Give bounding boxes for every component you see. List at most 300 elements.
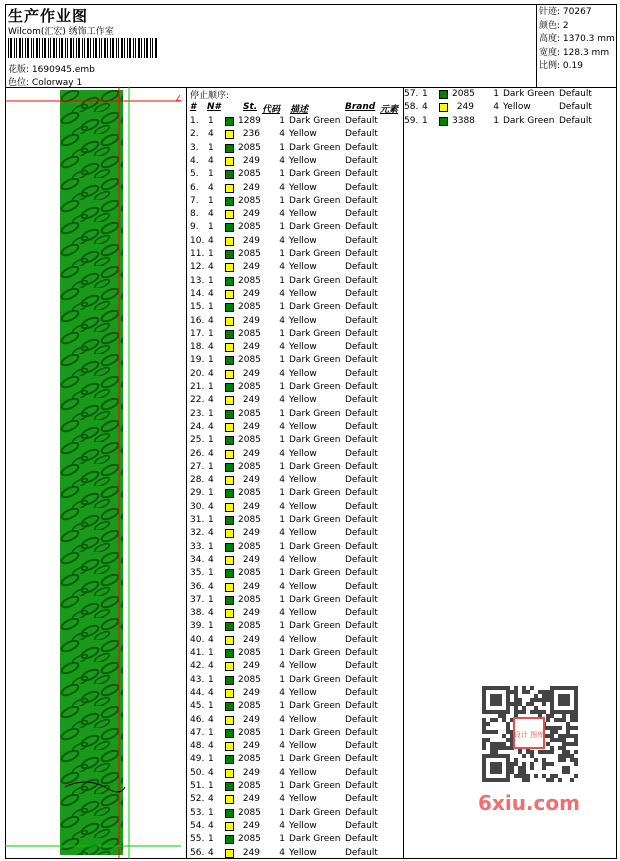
color-swatch — [225, 822, 234, 831]
barcode-bar — [19, 38, 21, 58]
stop-row — [190, 620, 405, 633]
barcode-bar — [14, 38, 15, 58]
needle-number: 4 — [208, 235, 214, 246]
needle-number: 1 — [208, 568, 214, 579]
qr-module — [502, 686, 506, 690]
qr-module — [546, 714, 550, 718]
stop-row — [190, 221, 405, 234]
qr-module — [482, 694, 486, 698]
color-description: Yellow — [289, 634, 317, 645]
qr-module — [482, 698, 486, 702]
qr-module — [490, 702, 494, 706]
qr-module — [534, 698, 538, 702]
qr-module — [510, 770, 514, 774]
color-swatch — [225, 436, 234, 445]
stop-row — [190, 514, 405, 527]
qr-module — [490, 766, 494, 770]
needle-number: 1 — [208, 488, 214, 499]
qr-module — [542, 766, 546, 770]
qr-module — [482, 710, 486, 714]
color-code: 4 — [279, 448, 285, 459]
stop-number: 35. — [190, 568, 205, 579]
qr-module — [494, 702, 498, 706]
qr-module — [550, 726, 554, 730]
qr-module — [482, 766, 486, 770]
qr-module — [498, 710, 502, 714]
barcode-bar — [101, 38, 102, 58]
thread-brand: Default — [345, 594, 378, 605]
needle-number: 4 — [208, 288, 214, 299]
qr-module — [550, 714, 554, 718]
qr-module — [506, 710, 510, 714]
qr-module — [566, 734, 570, 738]
stop-number: 27. — [190, 461, 205, 472]
qr-module — [510, 690, 514, 694]
thread-brand: Default — [345, 195, 378, 206]
stop-sequence-title: 停止顺序: — [190, 91, 230, 101]
color-code: 4 — [279, 368, 285, 379]
needle-number: 1 — [422, 89, 428, 99]
barcode-bar — [67, 38, 68, 58]
color-description: Yellow — [289, 475, 317, 486]
needle-number: 1 — [208, 674, 214, 685]
qr-module — [506, 690, 510, 694]
color-code: 1 — [279, 834, 285, 845]
barcode-bar — [118, 38, 119, 58]
color-code: 4 — [279, 182, 285, 193]
barcode-bar — [8, 38, 9, 58]
stop-number: 22. — [190, 395, 205, 406]
qr-module — [506, 770, 510, 774]
qr-module — [498, 698, 502, 702]
qr-module — [566, 694, 570, 698]
stitch-count: 2085 — [238, 488, 261, 499]
color-description: Yellow — [289, 288, 317, 299]
color-description: Dark Green — [289, 195, 341, 206]
thread-brand: Default — [345, 421, 378, 432]
qr-module — [506, 730, 510, 734]
qr-module — [558, 726, 562, 730]
qr-module — [498, 766, 502, 770]
needle-number: 4 — [208, 421, 214, 432]
color-code: 4 — [279, 315, 285, 326]
color-code: 4 — [279, 634, 285, 645]
color-description: Dark Green — [289, 169, 341, 180]
stat-scale: 比例: 0.19 — [539, 61, 583, 71]
stitch-count: 2085 — [238, 674, 261, 685]
qr-module — [518, 770, 522, 774]
qr-module — [542, 694, 546, 698]
needle-number: 4 — [208, 714, 214, 725]
qr-module — [574, 702, 578, 706]
color-code: 1 — [279, 302, 285, 313]
color-description: Dark Green — [289, 408, 341, 419]
stitch-count: 2085 — [238, 781, 261, 791]
col-head-brand: Brand — [345, 102, 376, 112]
qr-module — [522, 774, 526, 778]
qr-module — [482, 778, 486, 782]
qr-module — [482, 686, 486, 690]
thread-brand: Default — [345, 727, 378, 738]
thread-brand: Default — [345, 288, 378, 299]
barcode-bar — [90, 38, 91, 58]
qr-module — [506, 762, 510, 766]
stitch-count: 249 — [242, 421, 260, 432]
qr-module — [554, 730, 558, 734]
stop-row — [190, 341, 405, 354]
color-description: Dark Green — [289, 834, 341, 845]
qr-module — [506, 686, 510, 690]
needle-number: 1 — [208, 116, 214, 126]
barcode-bar — [133, 38, 134, 58]
stop-number: 37. — [190, 594, 205, 605]
qr-module — [570, 710, 574, 714]
color-description: Yellow — [289, 209, 317, 220]
stitch-count: 2085 — [238, 382, 261, 392]
needle-number: 1 — [208, 169, 214, 180]
col-head-code: 代码 — [262, 105, 281, 115]
qr-module — [506, 754, 510, 758]
stop-number: 58. — [404, 102, 419, 113]
qr-watermark — [470, 680, 588, 822]
thread-brand: Default — [345, 754, 378, 765]
barcode-bar — [53, 38, 55, 58]
qr-module — [522, 770, 526, 774]
barcode-bar — [129, 38, 131, 58]
qr-module — [510, 766, 514, 770]
stitch-count: 249 — [242, 794, 260, 805]
qr-module — [550, 698, 554, 702]
qr-module — [518, 698, 522, 702]
qr-module — [486, 710, 490, 714]
color-code: 4 — [279, 342, 285, 353]
stitch-count: 2085 — [238, 568, 261, 579]
stop-row — [190, 634, 405, 647]
barcode-bar — [76, 38, 77, 58]
qr-module — [486, 778, 490, 782]
color-swatch — [225, 223, 234, 232]
needle-number: 4 — [208, 847, 214, 858]
color-code: 4 — [279, 847, 285, 858]
color-code: 4 — [279, 554, 285, 565]
color-code: 4 — [493, 102, 499, 113]
qr-module — [550, 686, 554, 690]
stop-row — [190, 142, 405, 155]
stop-row — [190, 168, 405, 181]
needle-number: 4 — [208, 501, 214, 512]
qr-module — [498, 754, 502, 758]
qr-module — [562, 766, 566, 770]
qr-module — [494, 778, 498, 782]
stop-number: 41. — [190, 648, 205, 658]
barcode-bar — [152, 38, 153, 58]
qr-module — [518, 702, 522, 706]
color-swatch — [225, 370, 234, 379]
qr-module — [562, 770, 566, 774]
stop-number: 14. — [190, 288, 205, 299]
qr-module — [482, 730, 486, 734]
thread-brand: Default — [345, 634, 378, 645]
stitch-count: 2085 — [238, 328, 261, 339]
qr-module — [550, 778, 554, 782]
stop-row — [190, 727, 405, 740]
color-code: 1 — [493, 89, 499, 99]
stitch-count: 2085 — [238, 169, 261, 180]
needle-number: 4 — [208, 741, 214, 752]
qr-module — [574, 706, 578, 710]
stop-number: 38. — [190, 608, 205, 619]
qr-module — [510, 762, 514, 766]
qr-module — [514, 694, 518, 698]
color-swatch — [225, 782, 234, 791]
needle-number: 4 — [208, 528, 214, 539]
qr-module — [494, 698, 498, 702]
qr-module — [498, 746, 502, 750]
barcode-bar — [27, 38, 29, 58]
qr-module — [550, 750, 554, 754]
qr-module — [490, 742, 494, 746]
color-description: Dark Green — [289, 222, 341, 233]
qr-module — [554, 718, 558, 722]
qr-module — [574, 686, 578, 690]
qr-module — [530, 754, 534, 758]
thread-brand: Default — [345, 568, 378, 579]
embroidery-strip — [60, 90, 123, 855]
thread-brand: Default — [345, 395, 378, 406]
color-swatch — [225, 716, 234, 725]
stitch-count: 249 — [242, 714, 260, 725]
colorway-value: Colorway 1 — [31, 78, 83, 88]
qr-module — [506, 774, 510, 778]
qr-module — [534, 694, 538, 698]
color-swatch — [225, 849, 234, 858]
color-swatch — [225, 676, 234, 685]
qr-module — [538, 710, 542, 714]
qr-module — [498, 778, 502, 782]
color-code: 1 — [279, 754, 285, 765]
stitch-count: 2085 — [238, 249, 261, 259]
stop-number: 1. — [190, 116, 199, 126]
qr-module — [530, 766, 534, 770]
qr-module — [506, 778, 510, 782]
stop-number: 4. — [190, 155, 199, 166]
color-code: 1 — [279, 488, 285, 499]
stop-number: 2. — [190, 129, 199, 140]
barcode-bar — [65, 38, 66, 58]
stop-number: 47. — [190, 727, 205, 738]
color-swatch — [439, 117, 448, 126]
stop-row — [190, 501, 405, 514]
color-description: Dark Green — [289, 727, 341, 738]
stitch-count: 249 — [242, 767, 260, 778]
qr-module — [522, 762, 526, 766]
barcode-bar — [127, 38, 128, 58]
color-code: 1 — [279, 727, 285, 738]
qr-module — [522, 778, 526, 782]
qr-module — [570, 754, 574, 758]
stop-row — [190, 700, 405, 713]
needle-number: 1 — [208, 754, 214, 765]
stop-number: 6. — [190, 182, 199, 193]
qr-module — [494, 750, 498, 754]
qr-module — [550, 690, 554, 694]
stitch-count: 2085 — [238, 515, 261, 525]
qr-module — [506, 758, 510, 762]
qr-module — [574, 774, 578, 778]
qr-module — [498, 742, 502, 746]
needle-number: 4 — [208, 767, 214, 778]
qr-module — [554, 726, 558, 730]
needle-number: 1 — [208, 834, 214, 845]
needle-number: 4 — [208, 448, 214, 459]
qr-module — [562, 734, 566, 738]
stop-row — [190, 767, 405, 780]
color-description: Dark Green — [289, 621, 341, 632]
needle-number: 1 — [208, 701, 214, 712]
stop-number: 13. — [190, 275, 205, 286]
stop-row — [190, 714, 405, 727]
color-description: Dark Green — [289, 355, 341, 366]
qr-module — [558, 778, 562, 782]
stop-row — [190, 833, 405, 846]
stop-number: 5. — [190, 169, 199, 180]
stop-row — [190, 847, 405, 860]
color-swatch — [225, 809, 234, 818]
stop-number: 11. — [190, 249, 205, 259]
color-swatch — [439, 103, 448, 112]
stop-number: 19. — [190, 355, 205, 366]
stop-number: 25. — [190, 435, 205, 446]
thread-brand: Default — [345, 262, 378, 273]
stitch-count: 2085 — [452, 89, 475, 99]
barcode-bar — [25, 38, 26, 58]
color-description: Yellow — [289, 847, 317, 858]
embroidery-preview — [5, 87, 187, 859]
qr-module — [486, 686, 490, 690]
color-description: Dark Green — [289, 116, 341, 126]
color-swatch — [225, 463, 234, 472]
needle-number: 4 — [208, 554, 214, 565]
qr-module — [506, 698, 510, 702]
stitch-count: 249 — [242, 554, 260, 565]
color-swatch — [225, 197, 234, 206]
qr-module — [550, 706, 554, 710]
barcode-bar — [48, 38, 49, 58]
qr-module — [574, 690, 578, 694]
stop-row — [190, 740, 405, 753]
color-swatch — [225, 769, 234, 778]
stop-number: 52. — [190, 794, 205, 805]
qr-module — [514, 762, 518, 766]
needle-number: 4 — [208, 368, 214, 379]
color-description: Dark Green — [289, 249, 341, 259]
barcode-bar — [78, 38, 80, 58]
qr-module — [482, 754, 486, 758]
qr-module — [542, 774, 546, 778]
col-head-needle: N# — [207, 102, 221, 112]
qr-module — [514, 710, 518, 714]
qr-module — [518, 750, 522, 754]
qr-module — [526, 750, 530, 754]
qr-module — [506, 738, 510, 742]
qr-module — [546, 734, 550, 738]
needle-number: 4 — [208, 608, 214, 619]
stitch-count: 249 — [242, 368, 260, 379]
stop-row — [190, 381, 405, 394]
qr-module — [522, 766, 526, 770]
stop-row — [190, 275, 405, 288]
thread-brand: Default — [345, 235, 378, 246]
qr-module — [482, 718, 486, 722]
stop-row — [190, 301, 405, 314]
qr-module — [522, 686, 526, 690]
color-description: Yellow — [289, 421, 317, 432]
stitch-count: 249 — [242, 581, 260, 592]
qr-module — [490, 778, 494, 782]
qr-module — [522, 710, 526, 714]
stop-number: 39. — [190, 621, 205, 632]
color-description: Dark Green — [289, 701, 341, 712]
qr-module — [506, 722, 510, 726]
color-code: 4 — [279, 661, 285, 672]
color-code: 1 — [279, 408, 285, 419]
color-swatch — [225, 609, 234, 618]
color-swatch — [225, 516, 234, 525]
qr-module — [566, 766, 570, 770]
stat-stitches: 针迹: 70267 — [539, 7, 592, 17]
qr-module — [498, 694, 502, 698]
color-code: 1 — [279, 648, 285, 658]
color-code: 1 — [279, 568, 285, 579]
color-code: 4 — [279, 767, 285, 778]
qr-module — [498, 714, 502, 718]
qr-module — [502, 710, 506, 714]
stop-row — [190, 581, 405, 594]
stitch-count: 2085 — [238, 142, 261, 153]
thread-brand: Default — [559, 115, 592, 126]
thread-brand: Default — [345, 368, 378, 379]
stitch-count: 2085 — [238, 222, 261, 233]
qr-module — [530, 762, 534, 766]
thread-brand: Default — [345, 461, 378, 472]
color-swatch — [225, 529, 234, 538]
stop-row — [190, 315, 405, 328]
color-description: Yellow — [289, 262, 317, 273]
barcode-bar — [121, 38, 123, 58]
stitch-count: 2085 — [238, 594, 261, 605]
stop-number: 18. — [190, 342, 205, 353]
stitch-count: 249 — [242, 661, 260, 672]
stop-number: 36. — [190, 581, 205, 592]
qr-module — [562, 742, 566, 746]
needle-number: 1 — [208, 275, 214, 286]
color-code: 4 — [279, 608, 285, 619]
qr-module — [566, 702, 570, 706]
qr-module — [514, 690, 518, 694]
color-code: 4 — [279, 794, 285, 805]
qr-module — [514, 686, 518, 690]
color-code: 1 — [279, 594, 285, 605]
qr-module — [542, 710, 546, 714]
stop-row — [190, 607, 405, 620]
thread-brand: Default — [345, 581, 378, 592]
qr-module — [534, 774, 538, 778]
stop-row — [404, 88, 619, 101]
stop-row — [190, 594, 405, 607]
qr-module — [502, 734, 506, 738]
watermark-text: 6xiu.com — [478, 791, 580, 815]
color-swatch — [225, 330, 234, 339]
